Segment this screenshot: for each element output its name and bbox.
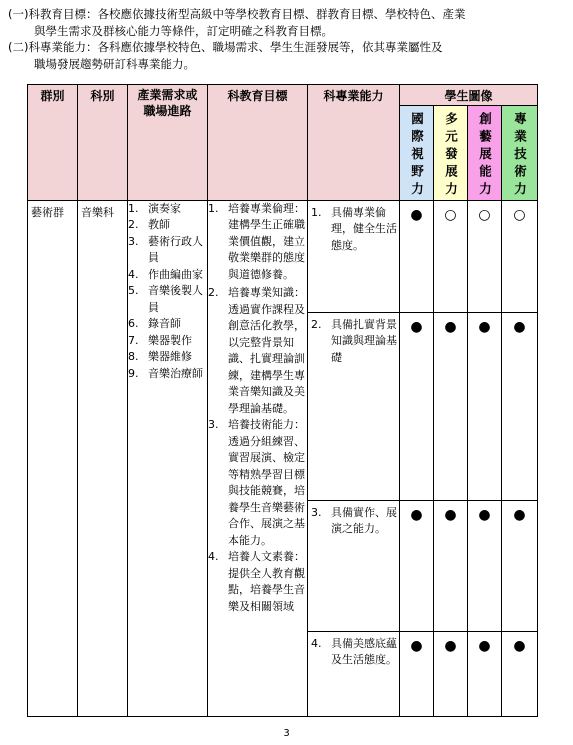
item-text: 音樂治療師	[148, 366, 203, 380]
ability-item	[311, 205, 397, 255]
ability-cell	[308, 631, 400, 716]
mark-cell: ●	[468, 312, 502, 500]
item-number: 9.	[128, 366, 139, 380]
item-text: 作曲編曲家	[148, 267, 203, 281]
ability-item	[311, 505, 397, 538]
header-dept: 科別	[78, 85, 128, 201]
item-text: 錄音師	[148, 317, 181, 330]
item-text: 培養技術能力：透過分組練習、實習展演、檢定等精熟學習目標與技能競賽，培養學生音樂藝術合作、展演之基本能力。	[228, 418, 305, 547]
career-item	[128, 201, 207, 218]
mark-cell: ●	[468, 500, 502, 631]
portrait-col-diverse: 多元發展力	[434, 106, 468, 201]
career-item	[128, 283, 207, 316]
career-item	[128, 234, 207, 267]
goal-item	[208, 201, 307, 284]
mark-cell: ●	[502, 312, 538, 500]
group-cell: 藝術群	[28, 200, 78, 716]
item-number: 1.	[311, 205, 322, 219]
item-number: 7.	[128, 333, 139, 347]
mark-cell: ●	[434, 631, 468, 716]
item-number: 8.	[128, 350, 139, 363]
career-item	[128, 316, 207, 333]
item-number: 2.	[128, 218, 139, 231]
item-text: 音樂後製人員	[148, 284, 203, 314]
goals-list	[208, 201, 307, 616]
career-list	[128, 201, 207, 383]
item-number: 2.	[311, 317, 322, 331]
dept-cell: 音樂科	[78, 200, 128, 716]
item-number: 2.	[208, 286, 219, 299]
mark-cell: ○	[468, 200, 502, 312]
career-item	[128, 366, 207, 383]
career-cell	[128, 200, 208, 716]
item-text: 培養專業知識：透過實作課程及創意活化教學，以完整背景知識、扎實理論訓練，建構學生專業音樂知識及美學理論基礎。	[228, 286, 305, 415]
portrait-col-creative: 創藝展能力	[468, 106, 502, 201]
header-goals: 科教育目標	[208, 85, 308, 201]
career-item	[128, 267, 207, 284]
item-number: 4.	[311, 636, 322, 650]
item-number: 5.	[128, 284, 139, 297]
item-text: 具備實作、展演之能力。	[331, 505, 397, 535]
page-number: 3	[283, 728, 290, 739]
mark-cell: ●	[434, 312, 468, 500]
goal-item	[208, 417, 307, 549]
mark-cell: ○	[434, 200, 468, 312]
career-item	[128, 217, 207, 234]
item-text: 樂器製作	[148, 333, 192, 347]
item-number: 4.	[208, 550, 219, 563]
item-text: 具備扎實背景知識與理論基礎	[331, 317, 397, 364]
item-text: 演奏家	[148, 201, 181, 215]
item-number: 3.	[208, 418, 219, 431]
intro-section	[8, 6, 568, 72]
goals-cell	[208, 200, 308, 716]
ability-item	[311, 317, 397, 367]
goal-item	[208, 285, 307, 417]
intro-line: (一)科教育目標：各校應依據技術型高級中等學校教育目標、群教育目標、學校特色、產業	[8, 7, 466, 21]
ability-cell	[308, 312, 400, 500]
item-number: 1.	[208, 201, 219, 215]
item-text: 具備專業倫理，健全生活態度。	[331, 205, 397, 252]
item-number: 3.	[311, 505, 322, 519]
mark-cell: ●	[400, 200, 434, 312]
career-item	[128, 333, 207, 350]
curriculum-table	[27, 84, 538, 717]
item-number: 4.	[128, 267, 139, 281]
ability-cell	[308, 500, 400, 631]
header-group: 群別	[28, 85, 78, 201]
mark-cell: ●	[434, 500, 468, 631]
ability-cell	[308, 200, 400, 312]
item-text: 藝術行政人員	[148, 234, 203, 264]
mark-cell: ●	[400, 500, 434, 631]
header-career: 產業需求或職場進路	[128, 85, 208, 201]
item-text: 具備美感底蘊及生活態度。	[331, 636, 397, 666]
career-item	[128, 349, 207, 366]
portrait-col-international: 國際視野力	[400, 106, 434, 201]
item-number: 6.	[128, 317, 139, 330]
header-abilities: 科專業能力	[308, 85, 400, 201]
portrait-col-technical: 專業技術力	[502, 106, 538, 201]
item-text: 培養專業倫理：建構學生正確職業價值觀，建立敬業樂群的態度與道德修養。	[228, 201, 305, 281]
mark-cell: ●	[468, 631, 502, 716]
header-portrait: 學生圖像	[400, 85, 538, 106]
item-text: 培養人文素養：提供全人教育觀點，培養學生音樂及相關領域	[228, 550, 305, 613]
intro-line: 職場發展趨勢研訂科專業能力。	[34, 56, 195, 71]
goal-item	[208, 549, 307, 615]
item-number: 3.	[128, 234, 139, 248]
mark-cell: ○	[502, 200, 538, 312]
mark-cell: ●	[502, 631, 538, 716]
mark-cell: ●	[502, 500, 538, 631]
ability-item	[311, 636, 397, 669]
mark-cell: ●	[400, 631, 434, 716]
mark-cell: ●	[400, 312, 434, 500]
item-text: 教師	[148, 218, 170, 231]
item-number: 1.	[128, 201, 139, 215]
intro-line: (二)科專業能力：各科應依據學校特色、職場需求、學生生涯發展等，依其專業屬性及	[8, 40, 443, 54]
intro-line: 與學生需求及群核心能力等條件，訂定明確之科教育目標。	[34, 23, 333, 38]
item-text: 樂器維修	[148, 350, 192, 363]
